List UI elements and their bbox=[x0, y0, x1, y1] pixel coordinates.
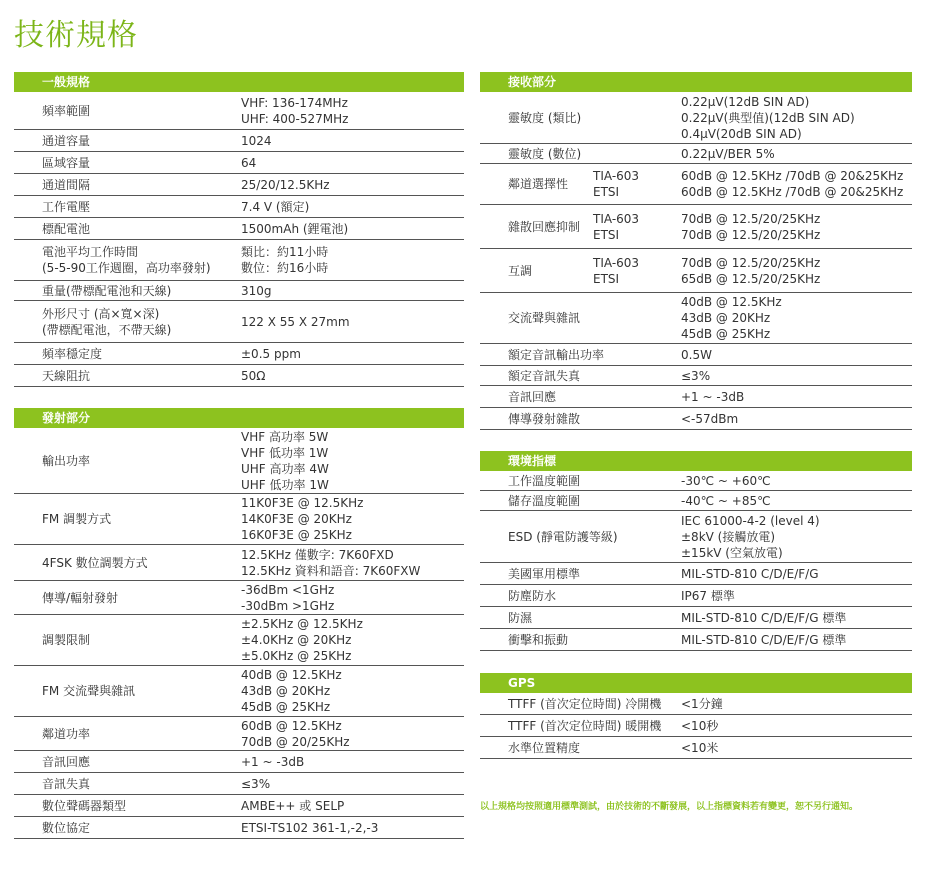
spec-value bbox=[681, 205, 912, 248]
spec-label-line: ESD (靜電防護等級) bbox=[508, 529, 618, 544]
spec-value bbox=[241, 365, 464, 386]
spec-value-line: MIL-STD-810 C/D/E/F/G 標準 bbox=[681, 632, 847, 647]
spec-value-line: -36dBm <1GHz bbox=[241, 582, 335, 597]
spec-label-line: 靈敏度 (類比) bbox=[508, 110, 582, 125]
spec-value-line: <10米 bbox=[681, 740, 719, 755]
spec-value-line: 16K0F3E @ 25KHz bbox=[241, 528, 352, 542]
spec-label bbox=[14, 428, 241, 493]
spec-value-line: ≤3% bbox=[241, 776, 271, 791]
spec-label-line: 音訊回應 bbox=[42, 754, 91, 769]
spec-value bbox=[681, 344, 912, 365]
spec-row bbox=[480, 386, 912, 408]
spec-value bbox=[241, 130, 464, 151]
spec-row bbox=[480, 205, 912, 249]
spec-row bbox=[14, 196, 464, 218]
spec-value-line: 60dB @ 12.5KHz /70dB @ 20&25KHz bbox=[681, 169, 904, 183]
spec-value-line: ETSI-TS102 361-1,-2,-3 bbox=[241, 820, 379, 835]
spec-row bbox=[480, 563, 912, 585]
spec-value bbox=[681, 607, 912, 628]
spec-row bbox=[480, 144, 912, 164]
spec-row bbox=[14, 365, 464, 387]
spec-label-line: 工作電壓 bbox=[42, 199, 91, 214]
spec-value-line: 60dB @ 12.5KHz bbox=[241, 718, 342, 733]
spec-value-line: 70dB @ 12.5/20/25KHz bbox=[681, 255, 821, 270]
spec-label bbox=[14, 196, 241, 217]
spec-value-line: ±15kV (空氣放電) bbox=[681, 545, 783, 560]
spec-row bbox=[480, 408, 912, 430]
page-title: 技術規格 bbox=[14, 18, 138, 53]
left-column bbox=[14, 72, 464, 839]
spec-row bbox=[14, 666, 464, 717]
spec-label-line: 輸出功率 bbox=[42, 453, 91, 468]
spec-label-line: 天線阻抗 bbox=[42, 368, 91, 383]
spec-value-line: ±2.5KHz @ 12.5KHz bbox=[241, 617, 363, 631]
spec-label bbox=[480, 293, 681, 343]
spec-row bbox=[14, 343, 464, 365]
environment-spec-rows bbox=[480, 471, 912, 651]
environment-spec-section bbox=[480, 451, 912, 651]
spec-row bbox=[480, 293, 912, 344]
spec-label-line: 防濕 bbox=[508, 610, 533, 625]
spec-value bbox=[241, 494, 464, 544]
spec-label-line: 美國軍用標準 bbox=[508, 566, 581, 581]
spec-value-line: 7.4 V (額定) bbox=[241, 199, 310, 214]
spec-value-line: <1分鐘 bbox=[681, 696, 723, 711]
spec-standard bbox=[593, 249, 681, 292]
spec-row bbox=[480, 715, 912, 737]
spec-label bbox=[14, 773, 241, 794]
spec-value bbox=[681, 92, 912, 143]
spec-value bbox=[681, 737, 912, 758]
spec-row bbox=[480, 344, 912, 366]
spec-value bbox=[241, 343, 464, 364]
spec-label bbox=[480, 629, 681, 650]
spec-value-line: +1 ~ -3dB bbox=[681, 389, 745, 404]
spec-value-line: 類比：約11小時 bbox=[241, 245, 329, 259]
spec-value-line: 25/20/12.5KHz bbox=[241, 177, 330, 192]
spec-row bbox=[480, 366, 912, 386]
spec-value-line: 12.5KHz 僅數字: 7K60FXD bbox=[241, 547, 394, 562]
spec-label bbox=[480, 715, 681, 736]
spec-label-line: 通道間隔 bbox=[42, 177, 91, 192]
receive-spec-header: 接收部分 bbox=[480, 72, 912, 92]
spec-value-line: 70dB @ 20/25KHz bbox=[241, 734, 350, 749]
spec-label bbox=[480, 164, 593, 204]
spec-label bbox=[480, 471, 681, 490]
spec-value bbox=[681, 164, 912, 204]
spec-value-line: +1 ~ -3dB bbox=[241, 754, 305, 769]
spec-label-line: 傳導/輻射發射 bbox=[42, 590, 119, 605]
spec-label bbox=[14, 343, 241, 364]
spec-row bbox=[480, 629, 912, 651]
spec-value bbox=[681, 471, 912, 490]
spec-value-line: 122 X 55 X 27mm bbox=[241, 314, 350, 329]
spec-value bbox=[681, 366, 912, 385]
general-spec-rows bbox=[14, 92, 464, 387]
gps-spec-header: GPS bbox=[480, 673, 912, 693]
spec-label bbox=[14, 666, 241, 716]
spec-value bbox=[241, 240, 464, 280]
spec-value-line: 1024 bbox=[241, 133, 272, 148]
spec-label bbox=[480, 344, 681, 365]
spec-label-line: 衝擊和振動 bbox=[508, 632, 569, 647]
spec-label-line: 工作溫度範圍 bbox=[508, 473, 581, 488]
spec-value-line: 1500mAh (鋰電池) bbox=[241, 221, 349, 236]
spec-row bbox=[480, 737, 912, 759]
gps-spec-section bbox=[480, 673, 912, 759]
spec-value-line: ≤3% bbox=[681, 368, 711, 383]
spec-label bbox=[14, 152, 241, 173]
spec-label bbox=[480, 386, 681, 407]
spec-label bbox=[14, 581, 241, 614]
spec-label-line: 雜散回應抑制 bbox=[508, 219, 581, 234]
spec-label bbox=[14, 795, 241, 816]
spec-row bbox=[14, 301, 464, 343]
spec-value-line: 50Ω bbox=[241, 368, 266, 383]
spec-row bbox=[480, 491, 912, 511]
spec-label-line: 數位聲碼器類型 bbox=[42, 798, 127, 813]
spec-label bbox=[480, 737, 681, 758]
right-column bbox=[480, 72, 912, 759]
spec-row bbox=[14, 795, 464, 817]
spec-label-line: 音訊回應 bbox=[508, 389, 557, 404]
receive-spec-section bbox=[480, 72, 912, 430]
spec-value-line: ±0.5 ppm bbox=[241, 346, 301, 361]
spec-label-line: 頻率穩定度 bbox=[42, 346, 103, 361]
spec-row bbox=[14, 218, 464, 240]
spec-label-line: (帶標配電池，不帶天線) bbox=[42, 322, 172, 337]
spec-row bbox=[14, 494, 464, 545]
spec-value bbox=[681, 715, 912, 736]
spec-label-line: 額定音訊輸出功率 bbox=[508, 347, 605, 362]
spec-label-line: 音訊失真 bbox=[42, 776, 91, 791]
spec-value-line: IEC 61000-4-2 (level 4) bbox=[681, 513, 820, 528]
spec-label bbox=[480, 144, 681, 163]
spec-value-line: VHF 低功率 1W bbox=[241, 445, 329, 460]
spec-row bbox=[480, 92, 912, 144]
spec-standard-line: TIA-603 bbox=[593, 255, 640, 270]
spec-label-line: 數位協定 bbox=[42, 820, 91, 835]
spec-value bbox=[681, 585, 912, 606]
spec-value-line: 43dB @ 20KHz bbox=[241, 684, 331, 698]
spec-label-line: 額定音訊失真 bbox=[508, 368, 581, 383]
spec-label bbox=[480, 585, 681, 606]
spec-label-line: 靈敏度 (數位) bbox=[508, 146, 582, 161]
spec-value bbox=[241, 92, 464, 129]
spec-value bbox=[681, 491, 912, 510]
spec-row bbox=[14, 751, 464, 773]
spec-value bbox=[681, 293, 912, 343]
spec-value-line: IP67 標準 bbox=[681, 588, 735, 603]
spec-row bbox=[14, 581, 464, 615]
spec-value-line: 0.22μV(12dB SIN AD) bbox=[681, 94, 810, 109]
spec-label-line: 標配電池 bbox=[42, 221, 91, 236]
spec-label-line: 調製限制 bbox=[42, 633, 91, 647]
spec-label-line: 外形尺寸 (高×寬×深) bbox=[42, 306, 160, 321]
spec-value-line: MIL-STD-810 C/D/E/F/G bbox=[681, 566, 819, 581]
spec-row bbox=[480, 693, 912, 715]
spec-value bbox=[241, 751, 464, 772]
spec-standard-line: TIA-603 bbox=[593, 211, 640, 226]
spec-value bbox=[241, 174, 464, 195]
spec-label bbox=[14, 717, 241, 750]
spec-label bbox=[14, 365, 241, 386]
spec-value-line: 40dB @ 12.5KHz bbox=[681, 295, 782, 309]
transmit-spec-section bbox=[14, 408, 464, 839]
spec-row bbox=[14, 240, 464, 281]
spec-row bbox=[14, 773, 464, 795]
spec-value bbox=[241, 773, 464, 794]
spec-value-line: 數位：約16小時 bbox=[241, 261, 329, 275]
spec-value bbox=[681, 563, 912, 584]
spec-value bbox=[241, 615, 464, 665]
spec-value-line: <-57dBm bbox=[681, 411, 739, 426]
spec-value-line: 0.5W bbox=[681, 347, 712, 362]
spec-value-line: -30℃ ~ +60℃ bbox=[681, 473, 771, 488]
spec-value-line: 64 bbox=[241, 155, 257, 170]
spec-row bbox=[14, 615, 464, 666]
spec-label-line: 互調 bbox=[508, 263, 533, 278]
spec-value bbox=[681, 386, 912, 407]
gps-spec-rows bbox=[480, 693, 912, 759]
spec-value bbox=[241, 666, 464, 716]
general-spec-section bbox=[14, 72, 464, 387]
spec-label-line: 通道容量 bbox=[42, 133, 91, 148]
spec-label-line: (5-5-90工作週圈，高功率發射) bbox=[42, 261, 211, 275]
spec-value-line: 0.22μV/BER 5% bbox=[681, 146, 775, 161]
spec-value-line: 70dB @ 12.5/20/25KHz bbox=[681, 211, 821, 226]
spec-value-line: UHF 低功率 1W bbox=[241, 477, 329, 492]
spec-label bbox=[480, 408, 681, 429]
spec-value-line: AMBE++ 或 SELP bbox=[241, 798, 345, 813]
spec-value bbox=[241, 152, 464, 173]
spec-value-line: VHF: 136-174MHz bbox=[241, 95, 348, 110]
spec-value bbox=[681, 249, 912, 292]
spec-value-line: -30dBm >1GHz bbox=[241, 598, 335, 613]
spec-value bbox=[241, 795, 464, 816]
spec-label bbox=[480, 92, 681, 143]
spec-value-line: VHF 高功率 5W bbox=[241, 429, 329, 444]
spec-value-line: 0.4μV(20dB SIN AD) bbox=[681, 126, 802, 141]
spec-row bbox=[480, 164, 912, 205]
spec-label-line: 水準位置精度 bbox=[508, 740, 581, 755]
spec-row bbox=[480, 249, 912, 293]
spec-row bbox=[14, 545, 464, 581]
spec-label bbox=[14, 545, 241, 580]
spec-label bbox=[14, 174, 241, 195]
spec-label bbox=[14, 281, 241, 300]
spec-label-line: 區域容量 bbox=[42, 155, 91, 170]
spec-value-line: 45dB @ 25KHz bbox=[241, 700, 331, 714]
spec-value bbox=[241, 218, 464, 239]
spec-label-line: 鄰道功率 bbox=[42, 726, 91, 741]
spec-label bbox=[480, 249, 593, 292]
spec-label-line: 重量(帶標配電池和天線) bbox=[42, 283, 172, 298]
transmit-spec-header: 發射部分 bbox=[14, 408, 464, 428]
spec-value-line: 43dB @ 20KHz bbox=[681, 311, 771, 325]
spec-value bbox=[681, 511, 912, 562]
spec-label bbox=[480, 366, 681, 385]
spec-label bbox=[14, 218, 241, 239]
spec-row bbox=[14, 152, 464, 174]
spec-value-line: 70dB @ 12.5/20/25KHz bbox=[681, 227, 821, 242]
spec-value bbox=[241, 301, 464, 342]
spec-label bbox=[480, 491, 681, 510]
spec-value bbox=[241, 196, 464, 217]
spec-label bbox=[480, 511, 681, 562]
environment-spec-header: 環境指標 bbox=[480, 451, 912, 471]
spec-value-line: 12.5KHz 資料和語音: 7K60FXW bbox=[241, 563, 421, 578]
spec-row bbox=[14, 817, 464, 839]
spec-value-line: -40℃ ~ +85℃ bbox=[681, 493, 771, 508]
general-spec-header: 一般規格 bbox=[14, 72, 464, 92]
spec-label bbox=[480, 205, 593, 248]
spec-row bbox=[480, 511, 912, 563]
spec-value-line: 65dB @ 12.5/20/25KHz bbox=[681, 271, 821, 286]
spec-row bbox=[480, 585, 912, 607]
spec-value-line: ±5.0KHz @ 25KHz bbox=[241, 649, 352, 663]
spec-value-line: 0.22μV(典型值)(12dB SIN AD) bbox=[681, 110, 855, 125]
spec-value bbox=[241, 581, 464, 614]
spec-label bbox=[14, 751, 241, 772]
spec-label bbox=[14, 130, 241, 151]
spec-label-line: 4FSK 數位調製方式 bbox=[42, 555, 148, 570]
spec-label bbox=[480, 607, 681, 628]
spec-value bbox=[681, 408, 912, 429]
spec-value-line: UHF 高功率 4W bbox=[241, 461, 329, 476]
spec-row bbox=[14, 174, 464, 196]
spec-label-line: 電池平均工作時間 bbox=[42, 245, 139, 259]
spec-row bbox=[14, 717, 464, 751]
spec-label bbox=[14, 240, 241, 280]
spec-label-line: 儲存溫度範圍 bbox=[508, 493, 581, 508]
spec-label-line: 交流聲與雜訊 bbox=[508, 311, 581, 325]
spec-row bbox=[14, 428, 464, 494]
spec-row bbox=[14, 281, 464, 301]
spec-value-line: <10秒 bbox=[681, 718, 719, 733]
spec-standard bbox=[593, 205, 681, 248]
spec-value bbox=[241, 717, 464, 750]
spec-label bbox=[14, 615, 241, 665]
spec-standard-line: ETSI bbox=[593, 271, 620, 286]
footer-disclaimer: 以上規格均按照適用標準測試，由於技術的不斷發展，以上指標資料若有變更，恕不另行通知。 bbox=[480, 802, 859, 812]
spec-label-line: 鄰道選擇性 bbox=[508, 177, 569, 191]
spec-label-line: TTFF (首次定位時間) 暖開機 bbox=[508, 718, 662, 733]
spec-row bbox=[14, 92, 464, 130]
spec-value-line: UHF: 400-527MHz bbox=[241, 111, 349, 126]
spec-label-line: FM 調製方式 bbox=[42, 512, 112, 526]
spec-label bbox=[480, 563, 681, 584]
spec-value bbox=[241, 428, 464, 493]
spec-standard-line: ETSI bbox=[593, 227, 620, 242]
spec-label bbox=[14, 92, 241, 129]
spec-standard-line: TIA-603 bbox=[593, 169, 640, 183]
spec-value bbox=[241, 817, 464, 838]
spec-value-line: 60dB @ 12.5KHz /70dB @ 20&25KHz bbox=[681, 185, 904, 199]
spec-label-line: 頻率範圍 bbox=[42, 103, 91, 118]
spec-standard-line: ETSI bbox=[593, 185, 620, 199]
spec-value-line: MIL-STD-810 C/D/E/F/G 標準 bbox=[681, 610, 847, 625]
spec-value bbox=[681, 629, 912, 650]
spec-label-line: TTFF (首次定位時間) 冷開機 bbox=[508, 696, 662, 711]
spec-row bbox=[480, 471, 912, 491]
spec-value bbox=[681, 693, 912, 714]
spec-label bbox=[14, 494, 241, 544]
transmit-spec-rows bbox=[14, 428, 464, 839]
spec-value-line: ±8kV (接觸放電) bbox=[681, 529, 776, 544]
spec-value-line: ±4.0KHz @ 20KHz bbox=[241, 633, 352, 647]
spec-row bbox=[14, 130, 464, 152]
spec-value-line: 310g bbox=[241, 283, 272, 298]
spec-row bbox=[480, 607, 912, 629]
spec-label bbox=[14, 301, 241, 342]
spec-value-line: 40dB @ 12.5KHz bbox=[241, 668, 342, 682]
spec-label bbox=[480, 693, 681, 714]
spec-value bbox=[241, 281, 464, 300]
spec-value-line: 14K0F3E @ 20KHz bbox=[241, 512, 352, 526]
spec-label-line: 防塵防水 bbox=[508, 588, 557, 603]
spec-value-line: 11K0F3E @ 12.5KHz bbox=[241, 496, 364, 510]
spec-label bbox=[14, 817, 241, 838]
spec-standard bbox=[593, 164, 681, 204]
spec-label-line: FM 交流聲與雜訊 bbox=[42, 684, 136, 698]
receive-spec-rows bbox=[480, 92, 912, 430]
spec-label-line: 傳導發射雜散 bbox=[508, 411, 581, 426]
spec-value bbox=[241, 545, 464, 580]
spec-value-line: 45dB @ 25KHz bbox=[681, 327, 771, 341]
spec-value bbox=[681, 144, 912, 163]
